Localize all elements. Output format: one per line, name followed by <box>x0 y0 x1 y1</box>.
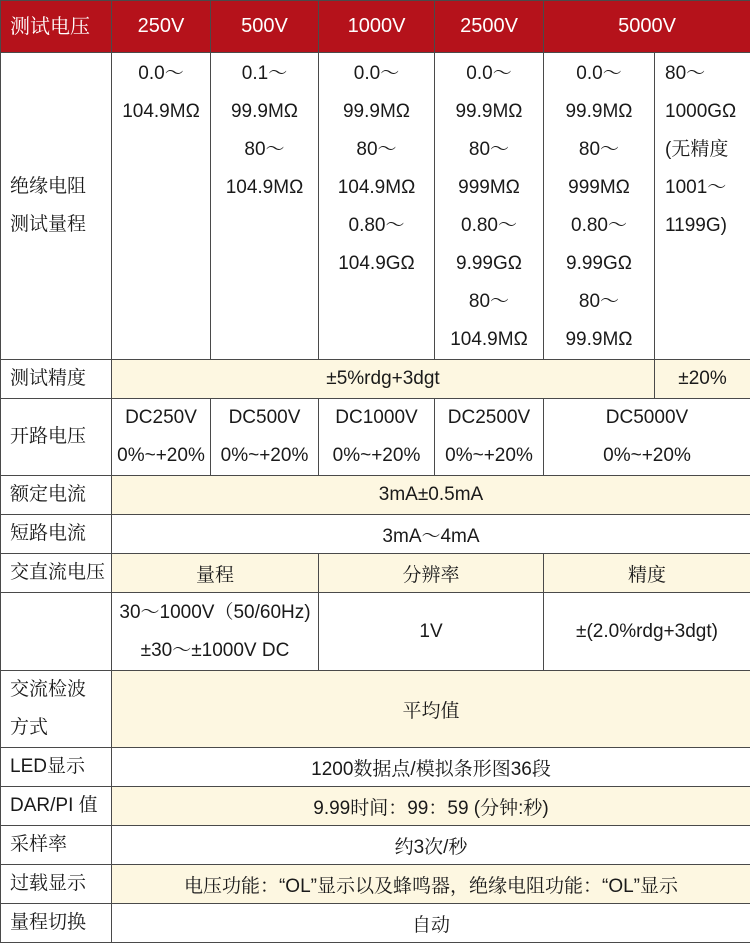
open-voltage-line: 0%~+20% <box>319 437 434 475</box>
insulation-range-label <box>1 53 112 360</box>
range-line: 99.9MΩ <box>544 321 654 359</box>
range-line: 0.0～ <box>112 55 210 93</box>
open-voltage-lines <box>435 399 543 475</box>
short-current-row <box>1 515 750 554</box>
open-voltage-lines <box>112 399 210 475</box>
header-voltage-2500: 2500V <box>435 1 544 53</box>
open-voltage-row <box>1 399 750 476</box>
range-switch-row <box>1 904 750 943</box>
acdc-value-row <box>1 593 750 671</box>
acdc-value-label-empty <box>1 593 112 671</box>
range-line: 80～ <box>435 283 543 321</box>
acdc-range-line: ±30～±1000V DC <box>112 632 318 670</box>
range-line: 0.80～ <box>544 207 654 245</box>
darpi-row <box>1 787 750 826</box>
range-cell-2500 <box>435 53 544 360</box>
open-voltage-line: 0%~+20% <box>544 437 750 475</box>
ac-detect-label-lines <box>10 671 111 747</box>
range-line: 99.9MΩ <box>544 93 654 131</box>
accuracy-row <box>1 360 750 399</box>
darpi-label: DAR/PI 值 <box>1 787 112 826</box>
insulation-range-label-lines <box>10 168 111 244</box>
open-voltage-line: 0%~+20% <box>112 437 210 475</box>
short-current-label: 短路电流 <box>1 515 112 554</box>
open-voltage-line: DC1000V <box>319 399 434 437</box>
overload-label: 过载显示 <box>1 865 112 904</box>
label-line: 绝缘电阻 <box>10 168 111 206</box>
range-line: 99.9MΩ <box>435 93 543 131</box>
open-voltage-line: DC500V <box>211 399 318 437</box>
open-voltage-line: DC250V <box>112 399 210 437</box>
range-cell-1000-lines <box>319 53 434 283</box>
rated-current-label: 额定电流 <box>1 476 112 515</box>
ac-detect-row <box>1 671 750 748</box>
open-voltage-lines <box>544 399 750 475</box>
acdc-range-line: 30～1000V（50/60Hz) <box>112 594 318 632</box>
label-line: 测试量程 <box>10 206 111 244</box>
range-cell-250-lines <box>112 53 210 131</box>
label-line: 方式 <box>10 709 111 747</box>
header-voltage-500: 500V <box>211 1 319 53</box>
range-cell-500-lines <box>211 53 318 207</box>
range-line: 0.0～ <box>544 55 654 93</box>
acdc-header-row <box>1 554 750 593</box>
header-label: 测试电压 <box>1 1 112 53</box>
open-voltage-line: 0%~+20% <box>211 437 318 475</box>
sample-label: 采样率 <box>1 826 112 865</box>
sample-value: 约3次/秒 <box>112 826 750 865</box>
range-cell-500 <box>211 53 319 360</box>
acdc-label: 交直流电压 <box>1 554 112 593</box>
range-line: 104.9MΩ <box>112 93 210 131</box>
range-cell-250 <box>112 53 211 360</box>
range-cell-5000-a-lines <box>544 53 654 359</box>
range-cell-5000-b-lines <box>665 53 750 245</box>
open-voltage-label: 开路电压 <box>1 399 112 476</box>
acdc-range-value <box>112 593 319 671</box>
overload-value: 电压功能：“OL”显示以及蜂鸣器，绝缘电阻功能：“OL”显示 <box>112 865 750 904</box>
range-switch-label: 量程切换 <box>1 904 112 943</box>
led-row <box>1 748 750 787</box>
open-voltage-line: DC2500V <box>435 399 543 437</box>
range-cell-2500-lines <box>435 53 543 359</box>
range-line: 1001～ <box>665 169 750 207</box>
acdc-col-range: 量程 <box>112 554 319 593</box>
ac-detect-label <box>1 671 112 748</box>
header-voltage-5000: 5000V <box>544 1 750 53</box>
header-voltage-250: 250V <box>112 1 211 53</box>
range-line: 80～ <box>544 131 654 169</box>
range-line: 0.80～ <box>435 207 543 245</box>
range-cell-1000 <box>319 53 435 360</box>
range-line: 1000GΩ <box>665 93 750 131</box>
open-voltage-cell-1000 <box>319 399 435 476</box>
label-line: 交流检波 <box>10 671 111 709</box>
open-voltage-lines <box>319 399 434 475</box>
overload-row <box>1 865 750 904</box>
acdc-col-precision: 精度 <box>544 554 750 593</box>
acdc-range-lines <box>112 594 318 670</box>
accuracy-label: 测试精度 <box>1 360 112 399</box>
range-line: 99.9MΩ <box>319 93 434 131</box>
rated-current-row <box>1 476 750 515</box>
range-line: 104.9GΩ <box>319 245 434 283</box>
open-voltage-cell-5000 <box>544 399 750 476</box>
open-voltage-cell-250 <box>112 399 211 476</box>
range-line: 9.99GΩ <box>435 245 543 283</box>
range-line: 999MΩ <box>435 169 543 207</box>
range-line: 80～ <box>211 131 318 169</box>
range-cell-5000-a <box>544 53 655 360</box>
range-line: 99.9MΩ <box>211 93 318 131</box>
range-line: 104.9MΩ <box>435 321 543 359</box>
range-line: 9.99GΩ <box>544 245 654 283</box>
range-switch-value: 自动 <box>112 904 750 943</box>
header-row <box>1 1 750 53</box>
range-line: 0.0～ <box>319 55 434 93</box>
range-cell-5000-b <box>655 53 750 360</box>
range-line: 80～ <box>319 131 434 169</box>
led-value: 1200数据点/模拟条形图36段 <box>112 748 750 787</box>
range-line: 0.0～ <box>435 55 543 93</box>
accuracy-extra-value: ±20% <box>655 360 750 399</box>
range-line: 0.1～ <box>211 55 318 93</box>
range-line: 104.9MΩ <box>211 169 318 207</box>
ac-detect-value: 平均值 <box>112 671 750 748</box>
open-voltage-line: DC5000V <box>544 399 750 437</box>
range-line: 999MΩ <box>544 169 654 207</box>
range-line: 0.80～ <box>319 207 434 245</box>
acdc-precision-value: ±(2.0%rdg+3dgt) <box>544 593 750 671</box>
acdc-resolution-value: 1V <box>319 593 544 671</box>
accuracy-value: ±5%rdg+3dgt <box>112 360 655 399</box>
range-line: 80～ <box>435 131 543 169</box>
open-voltage-lines <box>211 399 318 475</box>
led-label: LED显示 <box>1 748 112 787</box>
rated-current-value: 3mA±0.5mA <box>112 476 750 515</box>
range-line: (无精度 <box>665 131 750 169</box>
sample-row <box>1 826 750 865</box>
open-voltage-line: 0%~+20% <box>435 437 543 475</box>
darpi-value: 9.99时间：99：59 (分钟:秒) <box>112 787 750 826</box>
range-line: 1199G) <box>665 207 750 245</box>
range-line: 80～ <box>544 283 654 321</box>
acdc-col-resolution: 分辨率 <box>319 554 544 593</box>
open-voltage-cell-2500 <box>435 399 544 476</box>
range-line: 104.9MΩ <box>319 169 434 207</box>
header-voltage-1000: 1000V <box>319 1 435 53</box>
range-line: 80～ <box>665 55 750 93</box>
open-voltage-cell-500 <box>211 399 319 476</box>
insulation-range-row <box>1 53 750 360</box>
short-current-value: 3mA～4mA <box>112 515 750 554</box>
